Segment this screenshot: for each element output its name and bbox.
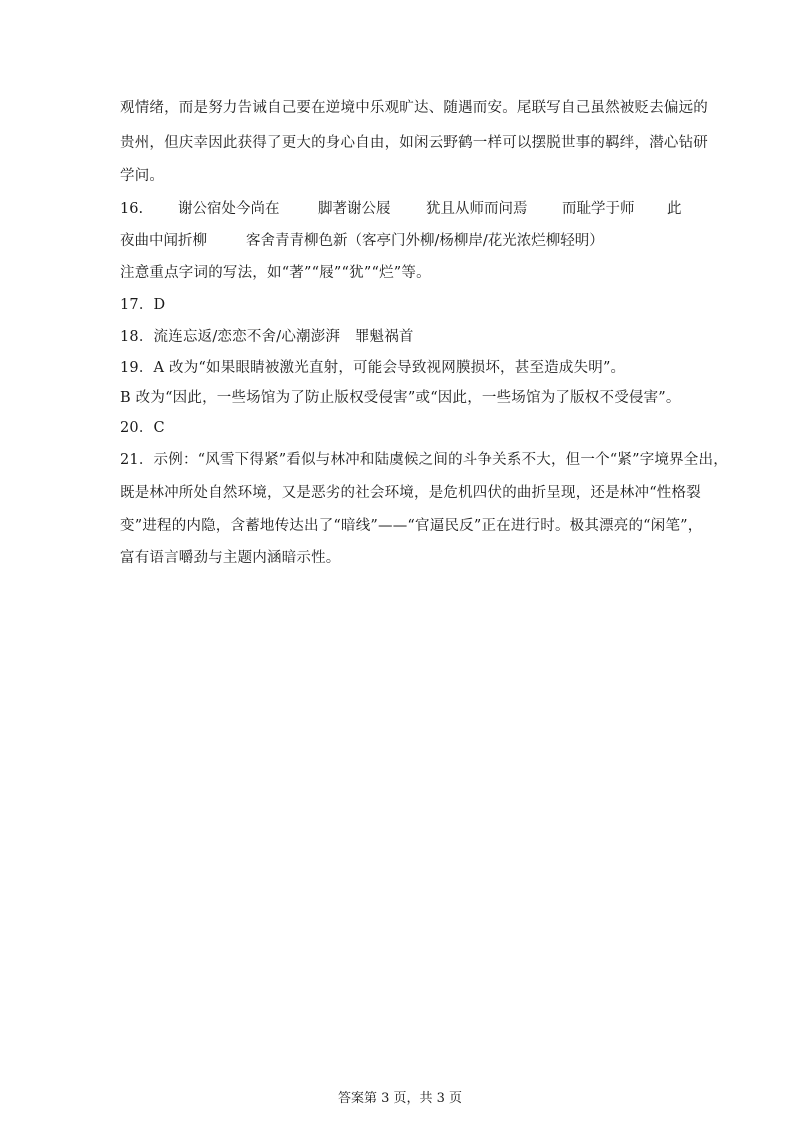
page-footer: 答案第 3 页，共 3 页 bbox=[337, 1091, 463, 1106]
answer-blank: 脚著谢公屐 bbox=[318, 201, 391, 217]
question-16-row2 bbox=[0, 231, 800, 251]
answer-blank: 此 bbox=[667, 201, 682, 217]
answer-blank: 犹且从师而问焉 bbox=[426, 201, 528, 217]
question-21-line: 21．示例：“风雪下得紧”看似与林冲和陆虞候之间的斗争关系不大，但一个“紧”字境界全出， bbox=[120, 452, 728, 468]
question-number: 16. bbox=[120, 201, 144, 217]
question-16-row1 bbox=[0, 199, 800, 219]
answer-blank: 客舍青青柳色新（客亭门外柳/杨柳岸/花光浓烂柳轻明） bbox=[246, 233, 604, 249]
question-21-line: 变”进程的内隐，含蓄地传达出了“暗线”——“官逼民反”正在进行时。极其漂亮的“闲笔”， bbox=[120, 518, 703, 534]
question-19-a: 19．A 改为“如果眼睛被激光直射，可能会导致视网膜损坏，甚至造成失明”。 bbox=[120, 360, 626, 376]
text-line: 学问。 bbox=[120, 168, 165, 184]
question-18: 18．流连忘返/恋恋不舍/心潮澎湃 罪魁祸首 bbox=[120, 329, 414, 345]
question-16-note: 注意重点字词的写法，如“著”“屐”“犹”“烂”等。 bbox=[120, 265, 431, 281]
question-21-line: 既是林冲所处自然环境，又是恶劣的社会环境，是危机四伏的曲折呈现，还是林冲“性格裂 bbox=[120, 485, 701, 501]
question-21-line: 富有语言嚼劲与主题内涵暗示性。 bbox=[120, 550, 341, 566]
question-17: 17．D bbox=[120, 297, 166, 313]
answer-blank: 夜曲中闻折柳 bbox=[120, 233, 207, 249]
text-line: 贵州，但庆幸因此获得了更大的身心自由，如闲云野鹤一样可以摆脱世事的羁绊，潜心钻研 bbox=[120, 135, 708, 151]
answer-blank: 而耻学于师 bbox=[562, 201, 635, 217]
answer-blank: 谢公宿处今尚在 bbox=[178, 201, 280, 217]
question-20: 20．C bbox=[120, 420, 165, 436]
question-19-b: B 改为“因此，一些场馆为了防止版权受侵害”或“因此，一些场馆为了版权不受侵害”。 bbox=[120, 390, 681, 406]
text-line: 观情绪，而是努力告诫自己要在逆境中乐观旷达、随遇而安。尾联写自己虽然被贬去偏远的 bbox=[120, 100, 708, 116]
